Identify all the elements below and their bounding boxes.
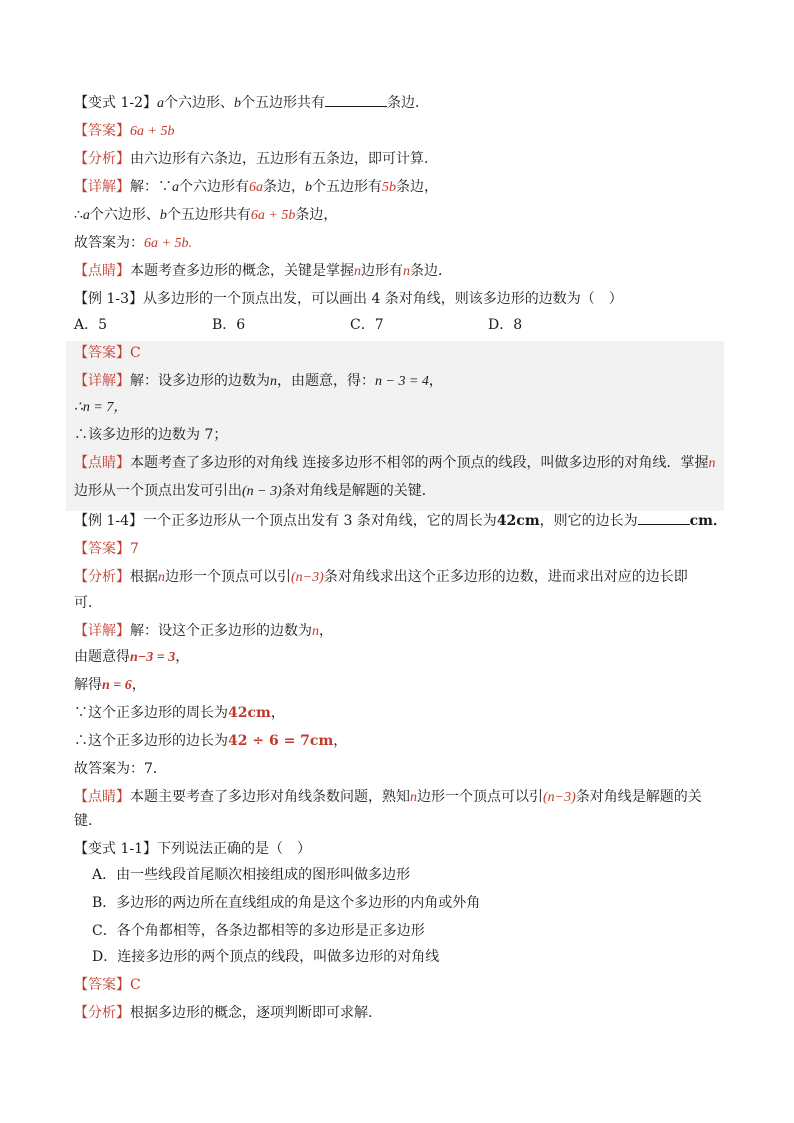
example-1-4-comment-line2: 键．	[74, 813, 102, 829]
variant-1-1-option-b: B．多边形的两边所在直线组成的角是这个多边形的内角或外角	[92, 895, 481, 911]
example-1-4-detail-line5: ∴这个正多边形的边长为42 ÷ 6 = 7cm，	[74, 733, 348, 749]
example-1-4-detail-line4: ∵这个正多边形的周长为42cm，	[74, 705, 285, 721]
example-1-4-detail-line3: 解得n = 6，	[74, 677, 146, 693]
variant-1-1-option-c: C．各个角都相等，各条边都相等的多边形是正多边形	[92, 923, 425, 939]
option-c: C．7	[350, 317, 384, 333]
example-1-3-detail-line1: 【详解】解：设多边形的边数为n，由题意，得：n − 3 = 4，	[74, 373, 443, 389]
variant-1-2-detail-line1: 【详解】解：∵a个六边形有6a条边，b个五边形有5b条边，	[74, 179, 438, 195]
example-1-3-comment-line2: 边形从一个顶点出发可引出(n − 3)条对角线是解题的关键．	[74, 483, 436, 499]
variant-1-2-detail-line2: ∴a个六边形、b个五边形共有6a + 5b条边，	[74, 207, 338, 223]
variant-1-2-comment: 【点睛】本题考查多边形的概念，关键是掌握n边形有n条边．	[74, 263, 452, 279]
example-1-4-answer: 【答案】7	[74, 541, 139, 557]
example-1-4-analysis-line1: 【分析】根据n边形一个顶点可以引(n−3)条对角线求出这个正多边形的边数，进而求出对应的边长即	[74, 569, 688, 585]
example-1-4-analysis-line2: 可．	[74, 595, 102, 611]
example-1-3-detail-line3: ∴该多边形的边数为 7；	[74, 427, 228, 443]
option-d: D．8	[488, 317, 523, 333]
variant-1-2-question: 【变式 1-2】a个六边形、b个五边形共有 条边．	[74, 92, 726, 114]
variant-1-1-answer: 【答案】C	[74, 977, 141, 993]
example-1-3-answer: 【答案】C	[74, 345, 141, 361]
variant-1-1-option-a: A．由一些线段首尾顺次相接组成的图形叫做多边形	[92, 867, 411, 883]
variant-1-2-answer: 【答案】6a + 5b	[74, 123, 175, 139]
variant-1-2-detail-line3: 故答案为：6a + 5b.	[74, 235, 192, 251]
example-1-4-detail-line1: 【详解】解：设这个正多边形的边数为n，	[74, 623, 333, 639]
option-b: B．6	[212, 317, 246, 333]
example-1-4-comment-line1: 【点睛】本题主要考查了多边形对角线条数问题，熟知n边形一个顶点可以引(n−3)条对角线是解题的关	[74, 789, 702, 805]
answer-blank	[638, 510, 690, 525]
variant-1-1-question: 【变式 1-1】下列说法正确的是（ ）	[74, 841, 311, 857]
variant-1-1-option-d: D．连接多边形的两个顶点的线段，叫做多边形的对角线	[92, 949, 440, 965]
example-1-3-detail-line2: ∴n = 7，	[74, 400, 128, 415]
example-1-4-detail-line2: 由题意得n−3 = 3，	[74, 649, 190, 665]
example-1-3-comment-line1: 【点睛】本题考查了多边形的对角线 连接多边形不相邻的两个顶点的线段，叫做多边形的对角线．掌握n	[74, 455, 716, 471]
answer-blank	[325, 92, 387, 107]
example-1-3-question: 【例 1-3】从多边形的一个顶点出发，可以画出 4 条对角线，则该多边形的边数为（ ）	[74, 291, 623, 307]
option-a: A．5	[74, 317, 108, 333]
variant-1-1-analysis: 【分析】根据多边形的概念，逐项判断即可求解．	[74, 1005, 382, 1021]
example-1-4-question: 【例 1-4】一个正多边形从一个顶点出发有 3 条对角线，它的周长为42cm，则它的边长为 cm．	[74, 510, 726, 532]
example-1-4-detail-line6: 故答案为：7．	[74, 761, 167, 777]
example-1-3-options	[74, 314, 726, 336]
variant-1-2-analysis: 【分析】由六边形有六条边，五边形有五条边，即可计算．	[74, 151, 438, 167]
